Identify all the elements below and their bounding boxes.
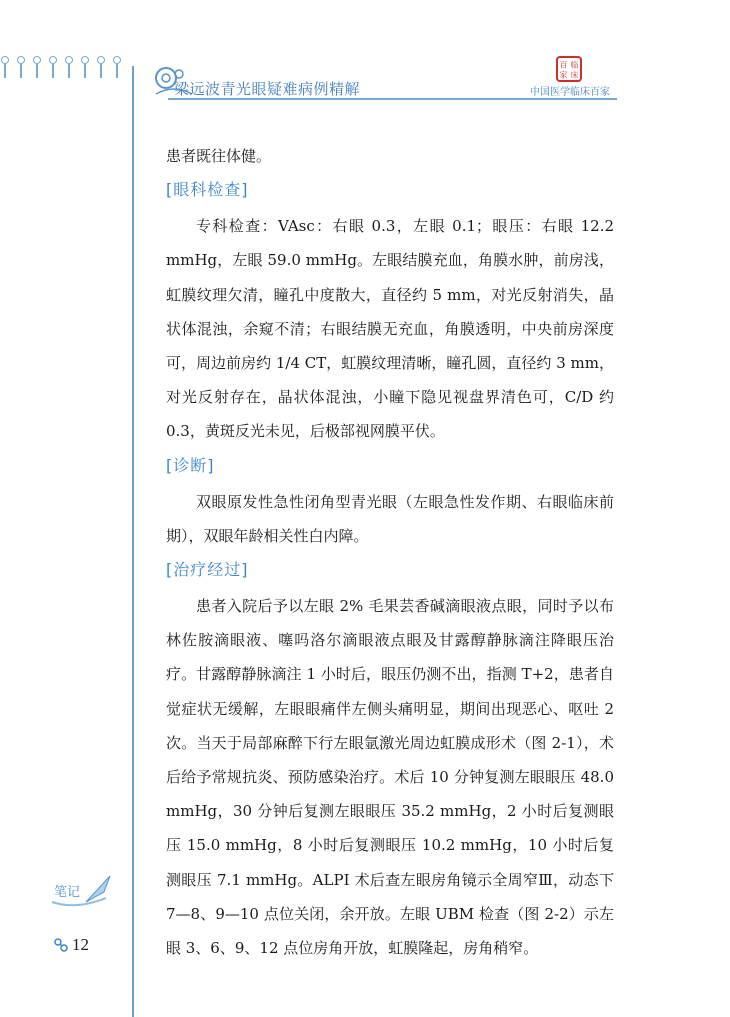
diagnosis-paragraph: 双眼原发性急性闭角型青光眼（左眼急性发作期、右眼临床前期），双眼年龄相关性白内障。 — [166, 492, 614, 545]
section-heading-treatment: [治疗经过] — [166, 560, 249, 580]
section-heading-eye-exam: [眼科检查] — [166, 180, 249, 200]
svg-text:床: 床 — [570, 70, 579, 80]
binder-ring-icon — [32, 56, 42, 80]
binder-ring-icon — [80, 56, 90, 80]
binder-ring-icon — [96, 56, 106, 80]
seal-logo — [556, 56, 582, 82]
series-name: 中国医学临床百家 — [530, 87, 610, 98]
header-rule — [168, 98, 617, 100]
svg-text:百: 百 — [559, 60, 568, 70]
page-ornament-icon — [54, 937, 68, 953]
notes-label: 笔记 — [54, 885, 81, 900]
page-number: 12 — [72, 935, 89, 954]
eye-exam-paragraph: 专科检查：VAsc：右眼 0.3，左眼 0.1；眼压：右眼 12.2 mmHg，左眼 59.0 mmHg。左眼结膜充血，角膜水肿，前房浅，虹膜纹理欠清，瞳孔中度散大，直径约 5 mm，对光反射消失，晶状体混浊，余窥不清；右眼结膜无充血，角膜透明，中央前房深度可，周边前房约 1/4 CT，虹膜纹理清晰，瞳孔圆，直径约 3 mm，对光反射存在，晶状体混浊，小瞳下隐见视盘界清色可，C/D 约 0.3，黄斑反光未见，后极部视网膜平伏。 — [166, 217, 614, 441]
binder-ring-icon — [112, 56, 122, 80]
treatment-paragraph: 患者入院后予以左眼 2% 毛果芸香碱滴眼液点眼，同时予以布林佐胺滴眼液、噻吗洛尔滴眼液点眼及甘露醇静脉滴注降眼压治疗。甘露醇静脉滴注 1 小时后，眼压仍测不出，指测 T+2，患者自觉症状无缓解，左眼眼痛伴左侧头痛明显，期间出现恶心、呕吐 2 次。当天于局部麻醉下行左眼氩激光周边虹膜成形术（图 2-1），术后给予常规抗炎、预防感染治疗。术后 10 分钟复测左眼眼压 48.0 mmHg，30 分钟后复测左眼眼压 35.2 mmHg，2 小时后复测眼压 15.0 mmHg，8 小时后复测眼压 10.2 mmHg，10 小时后复测眼压 7.1 mmHg。ALPI 术后查左眼房角镜示全周窄Ⅲ，动态下 7—8、9—10 点位关闭，余开放。左眼 UBM 检查（图 2-2）示左眼 3、6、9、12 点位房角开放，虹膜隆起，房角稍窄。 — [166, 597, 614, 958]
page-content — [166, 139, 614, 965]
section-heading-diagnosis: [诊断] — [166, 455, 215, 475]
book-title: 梁远波青光眼疑难病例精解 — [174, 80, 361, 98]
svg-text:家: 家 — [559, 70, 568, 80]
binder-rings — [0, 56, 132, 86]
binder-ring-icon — [48, 56, 58, 80]
binder-ring-icon — [64, 56, 74, 80]
intro-paragraph: 患者既往体健。 — [166, 147, 272, 165]
margin-divider — [132, 66, 134, 1017]
binder-ring-icon — [16, 56, 26, 80]
svg-text:临: 临 — [570, 60, 579, 70]
binder-ring-icon — [0, 56, 10, 80]
page-number-area — [54, 934, 89, 956]
notes-quill-icon — [46, 872, 116, 912]
